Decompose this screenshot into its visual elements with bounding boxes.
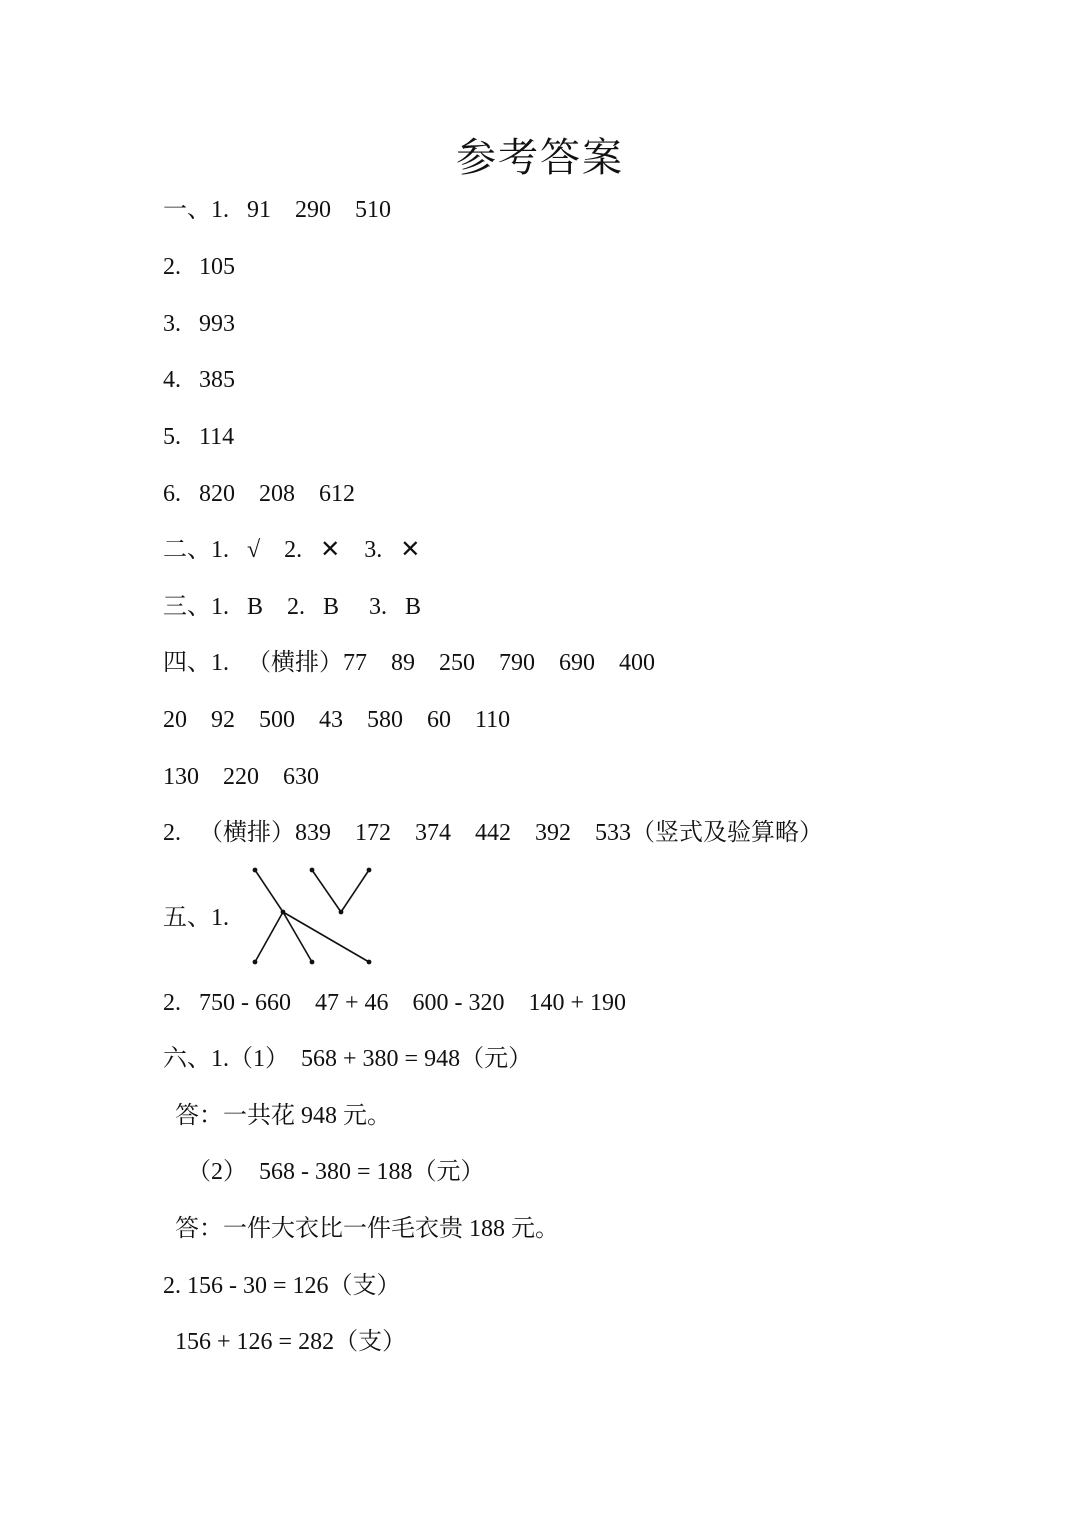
answer-line-2: 二、1. √ 2. ✕ 3. ✕ (163, 537, 421, 563)
answer-line-6-1-1: 六、1.（1） 568 + 380 = 948（元） (163, 1046, 533, 1072)
answer-line-6-2-cont: 156 + 126 = 282（支） (163, 1329, 407, 1355)
match-dot (253, 868, 258, 873)
match-line (255, 912, 283, 962)
match-dot (339, 910, 344, 915)
answer-line-3: 三、1. B 2. B 3. B (163, 594, 422, 620)
answer-line-1-4: 4. 385 (163, 367, 235, 393)
answer-line-6-1-2: （2） 568 - 380 = 188（元） (163, 1159, 485, 1185)
answer-line-4-1: 四、1. （横排）77 89 250 790 690 400 (163, 650, 655, 676)
matching-lines-diagram (245, 862, 385, 972)
match-line (341, 870, 369, 912)
match-dot (367, 868, 372, 873)
answer-line-1-3: 3. 993 (163, 311, 235, 337)
match-dot (281, 910, 286, 915)
match-dot (367, 960, 372, 965)
match-line (283, 912, 369, 962)
answer-line-1-2: 2. 105 (163, 254, 235, 280)
answer-line-5-2: 2. 750 - 660 47 + 46 600 - 320 140 + 190 (163, 990, 627, 1016)
answer-line-1-1: 一、1. 91 290 510 (163, 197, 391, 223)
answer-line-6-1-2-reply: 答：一件大衣比一件毛衣贵 188 元。 (163, 1216, 559, 1242)
match-line (255, 870, 283, 912)
answer-line-4-1-cont2: 130 220 630 (163, 764, 319, 790)
match-dot (253, 960, 258, 965)
match-dot (310, 960, 315, 965)
page-title: 参考答案 (456, 135, 624, 181)
match-line (312, 870, 341, 912)
answer-line-5-1: 五、1. (163, 905, 229, 931)
match-line (283, 912, 312, 962)
answer-line-1-6: 6. 820 208 612 (163, 481, 355, 507)
answer-line-6-2: 2. 156 - 30 = 126（支） (163, 1273, 401, 1299)
answer-line-6-1-1-reply: 答：一共花 948 元。 (163, 1103, 391, 1129)
answer-line-4-2: 2. （横排）839 172 374 442 392 533（竖式及验算略） (163, 820, 823, 846)
match-dot (310, 868, 315, 873)
answer-line-1-5: 5. 114 (163, 424, 235, 450)
answer-line-4-1-cont: 20 92 500 43 580 60 110 (163, 707, 511, 733)
